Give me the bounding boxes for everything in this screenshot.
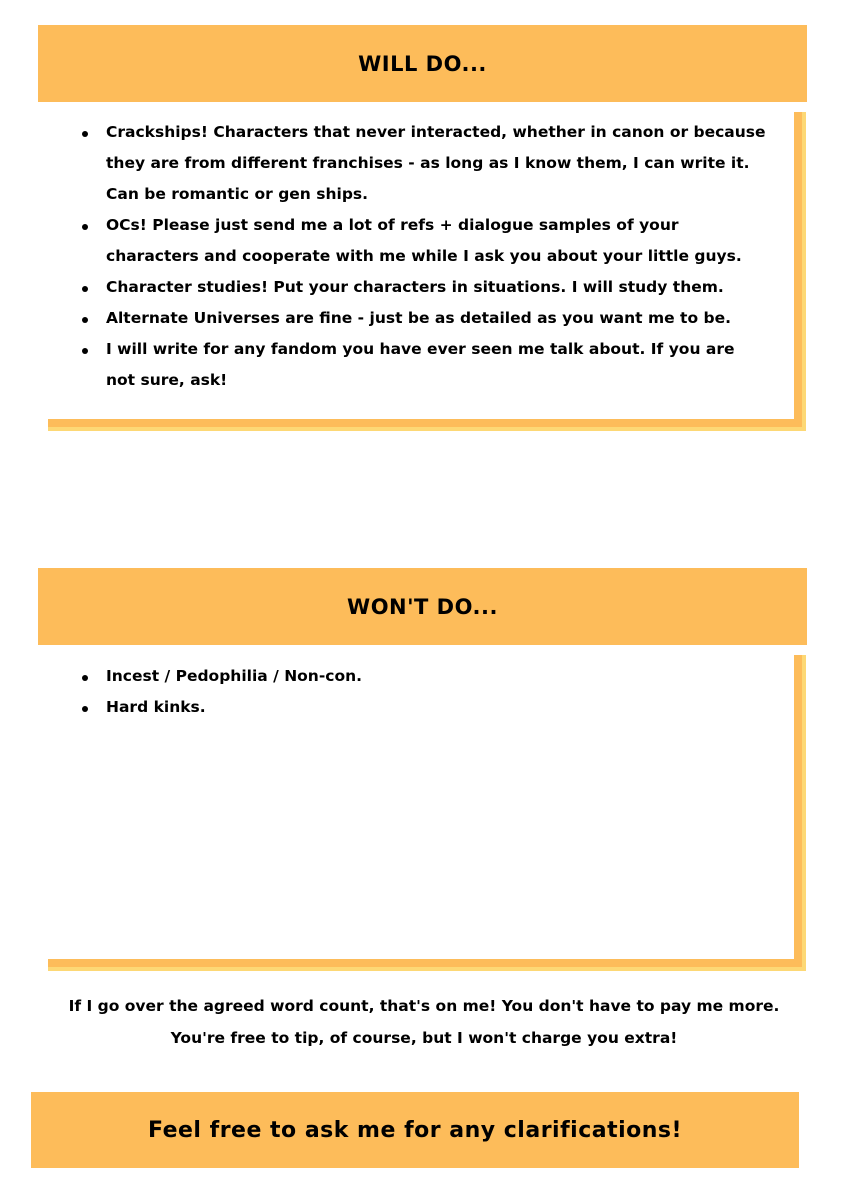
list-item — [78, 692, 768, 723]
will-do-list — [78, 117, 768, 396]
list-item-text: OCs! Please just send me a lot of refs + dialogue samples of your characters and cooperate with me while I ask you about your little guys. — [106, 216, 742, 265]
wont-do-frame-right-edge — [802, 655, 806, 967]
word-count-note — [40, 990, 808, 1054]
will-do-banner — [38, 25, 807, 102]
wont-do-frame-right — [794, 655, 802, 963]
will-do-frame-bottom-edge — [48, 427, 806, 431]
bullet-icon — [82, 675, 88, 681]
list-item-text: Incest / Pedophilia / Non-con. — [106, 667, 363, 685]
bullet-icon — [82, 706, 88, 712]
note-line-1: If I go over the agreed word count, that's on me! You don't have to pay me more. — [68, 997, 780, 1015]
list-item-text: Character studies! Put your characters in situations. I will study them. — [106, 278, 724, 296]
list-item — [78, 117, 768, 210]
list-item-text: Hard kinks. — [106, 698, 206, 716]
list-item-text: Alternate Universes are fine - just be as detailed as you want me to be. — [106, 309, 731, 327]
wont-do-banner — [38, 568, 807, 645]
bullet-icon — [82, 348, 88, 354]
bullet-icon — [82, 131, 88, 137]
list-item — [78, 661, 768, 692]
list-item — [78, 334, 768, 396]
list-item-text: I will write for any fandom you have ever seen me talk about. If you are not sure, ask! — [106, 340, 735, 389]
will-do-frame-right — [794, 112, 802, 427]
list-item — [78, 210, 768, 272]
wont-do-frame-bottom — [48, 959, 802, 967]
will-do-frame-bottom — [48, 419, 802, 427]
will-do-title: WILL DO... — [358, 51, 487, 76]
clarifications-banner — [31, 1092, 799, 1168]
list-item — [78, 272, 768, 303]
bullet-icon — [82, 286, 88, 292]
wont-do-title: WON'T DO... — [347, 594, 498, 619]
wont-do-frame-bottom-edge — [48, 967, 806, 971]
bullet-icon — [82, 317, 88, 323]
will-do-frame-right-edge — [802, 112, 806, 431]
list-item — [78, 303, 768, 334]
wont-do-list — [78, 661, 768, 723]
clarifications-text: Feel free to ask me for any clarifications! — [147, 1117, 683, 1143]
bullet-icon — [82, 224, 88, 230]
list-item-text: Crackships! Characters that never interacted, whether in canon or because they are from different franchises - as long as I know them, I can write it. Can be romantic or gen ships. — [106, 123, 766, 203]
note-line-2: You're free to tip, of course, but I won't charge you extra! — [170, 1029, 678, 1047]
